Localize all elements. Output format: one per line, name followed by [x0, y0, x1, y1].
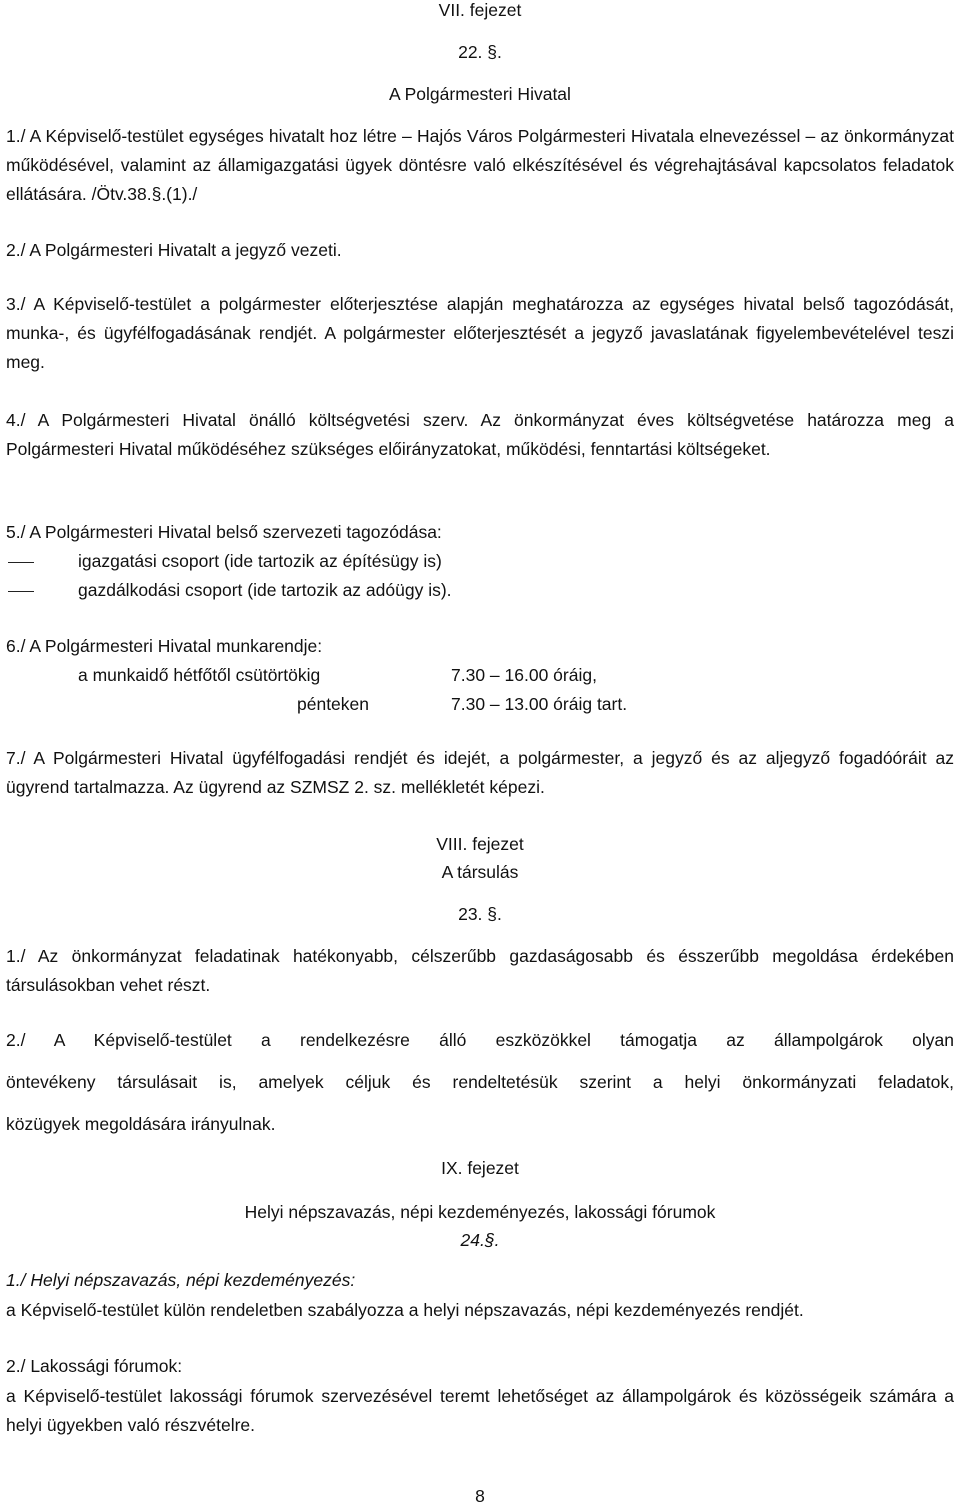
chapter-heading: A társulás — [441, 862, 519, 882]
list-dash — [8, 562, 34, 563]
paragraph-2-line: közügyek megoldására irányulnak. — [6, 1114, 276, 1134]
paragraph-3: 3./ A Képviselő-testület a polgármester előterjesztése alapján meghatározza az egységes hivatal belső tagozódását, munka-, és ügyfélfogadásának rendjét. A polgármester előterjesztését a jegyző javaslatának figyelembevételével teszi meg. — [6, 294, 954, 372]
paragraph-2-line: 2./ A Képviselő-testület a rendelkezésre álló eszközökkel támogatja az állampolgárok olyan — [6, 1030, 954, 1050]
section-number: 23. §. — [458, 904, 502, 924]
schedule-time: 7.30 – 16.00 óráig, — [451, 665, 597, 685]
paragraph-6: 6./ A Polgármesteri Hivatal munkarendje: — [6, 636, 323, 656]
paragraph-5: 5./ A Polgármesteri Hivatal belső szervezeti tagozódása: — [6, 522, 442, 542]
subsection-heading: 2./ Lakossági fórumok: — [6, 1356, 183, 1376]
paragraph-1: 1./ Az önkormányzat feladatinak hatékonyabb, célszerűbb gazdaságosabb és ésszerűbb megoldása érdekében társulásokban vehet részt. — [6, 946, 954, 995]
chapter-heading: A Polgármesteri Hivatal — [389, 84, 571, 104]
list-dash — [8, 591, 34, 592]
schedule-day: pénteken — [297, 694, 370, 714]
schedule-day: a munkaidő hétfőtől csütörtökig — [78, 665, 321, 685]
paragraph-body: a Képviselő-testület külön rendeletben szabályozza a helyi népszavazás, népi kezdeményezés rendjét. — [6, 1300, 804, 1320]
subsection-heading: 1./ Helyi népszavazás, népi kezdeményezés: — [6, 1270, 356, 1290]
chapter-title: IX. fejezet — [441, 1158, 519, 1178]
chapter-title: VIII. fejezet — [436, 834, 524, 854]
chapter-heading: Helyi népszavazás, népi kezdeményezés, lakossági fórumok — [244, 1202, 716, 1222]
paragraph-2-line: öntevékeny társulásait is, amelyek céljuk és rendeltetésük szerint a helyi önkormányzati feladatok, — [6, 1072, 954, 1092]
paragraph-1: 1./ A Képviselő-testület egységes hivatalt hoz létre – Hajós Város Polgármesteri Hivatala elnevezéssel – az önkormányzat működésével, valamint az államigazgatási ügyek döntésre való elkészítésével és végrehajtásával kapcsolatos feladatok ellátására. /Ötv.38.§.(1)./ — [6, 126, 954, 204]
paragraph-2: 2./ A Polgármesteri Hivatalt a jegyző vezeti. — [6, 240, 342, 260]
chapter-title: VII. fejezet — [438, 0, 522, 20]
section-number: 24.§. — [460, 1230, 500, 1250]
schedule-time: 7.30 – 13.00 óráig tart. — [451, 694, 628, 714]
paragraph-4: 4./ A Polgármesteri Hivatal önálló költségvetési szerv. Az önkormányzat éves költségvetése határozza meg a Polgármesteri Hivatal működéséhez szükséges előirányzatokat, működési, fenntartási költségeket. — [6, 410, 954, 459]
list-item: igazgatási csoport (ide tartozik az építésügy is) — [78, 551, 442, 571]
paragraph-body: a Képviselő-testület lakossági fórumok szervezésével teremt lehetőséget az állampolgárok és közösségeik számára a helyi ügyekben való részvételre. — [6, 1386, 954, 1435]
paragraph-7: 7./ A Polgármesteri Hivatal ügyfélfogadási rendjét és idejét, a polgármester, a jegyző és az aljegyző fogadóóráit az ügyrend tartalmazza. Az ügyrend az SZMSZ 2. sz. mellékletét képezi. — [6, 748, 954, 797]
page-number: 8 — [475, 1486, 485, 1506]
list-item: gazdálkodási csoport (ide tartozik az adóügy is). — [78, 580, 452, 600]
section-number: 22. §. — [458, 42, 502, 62]
